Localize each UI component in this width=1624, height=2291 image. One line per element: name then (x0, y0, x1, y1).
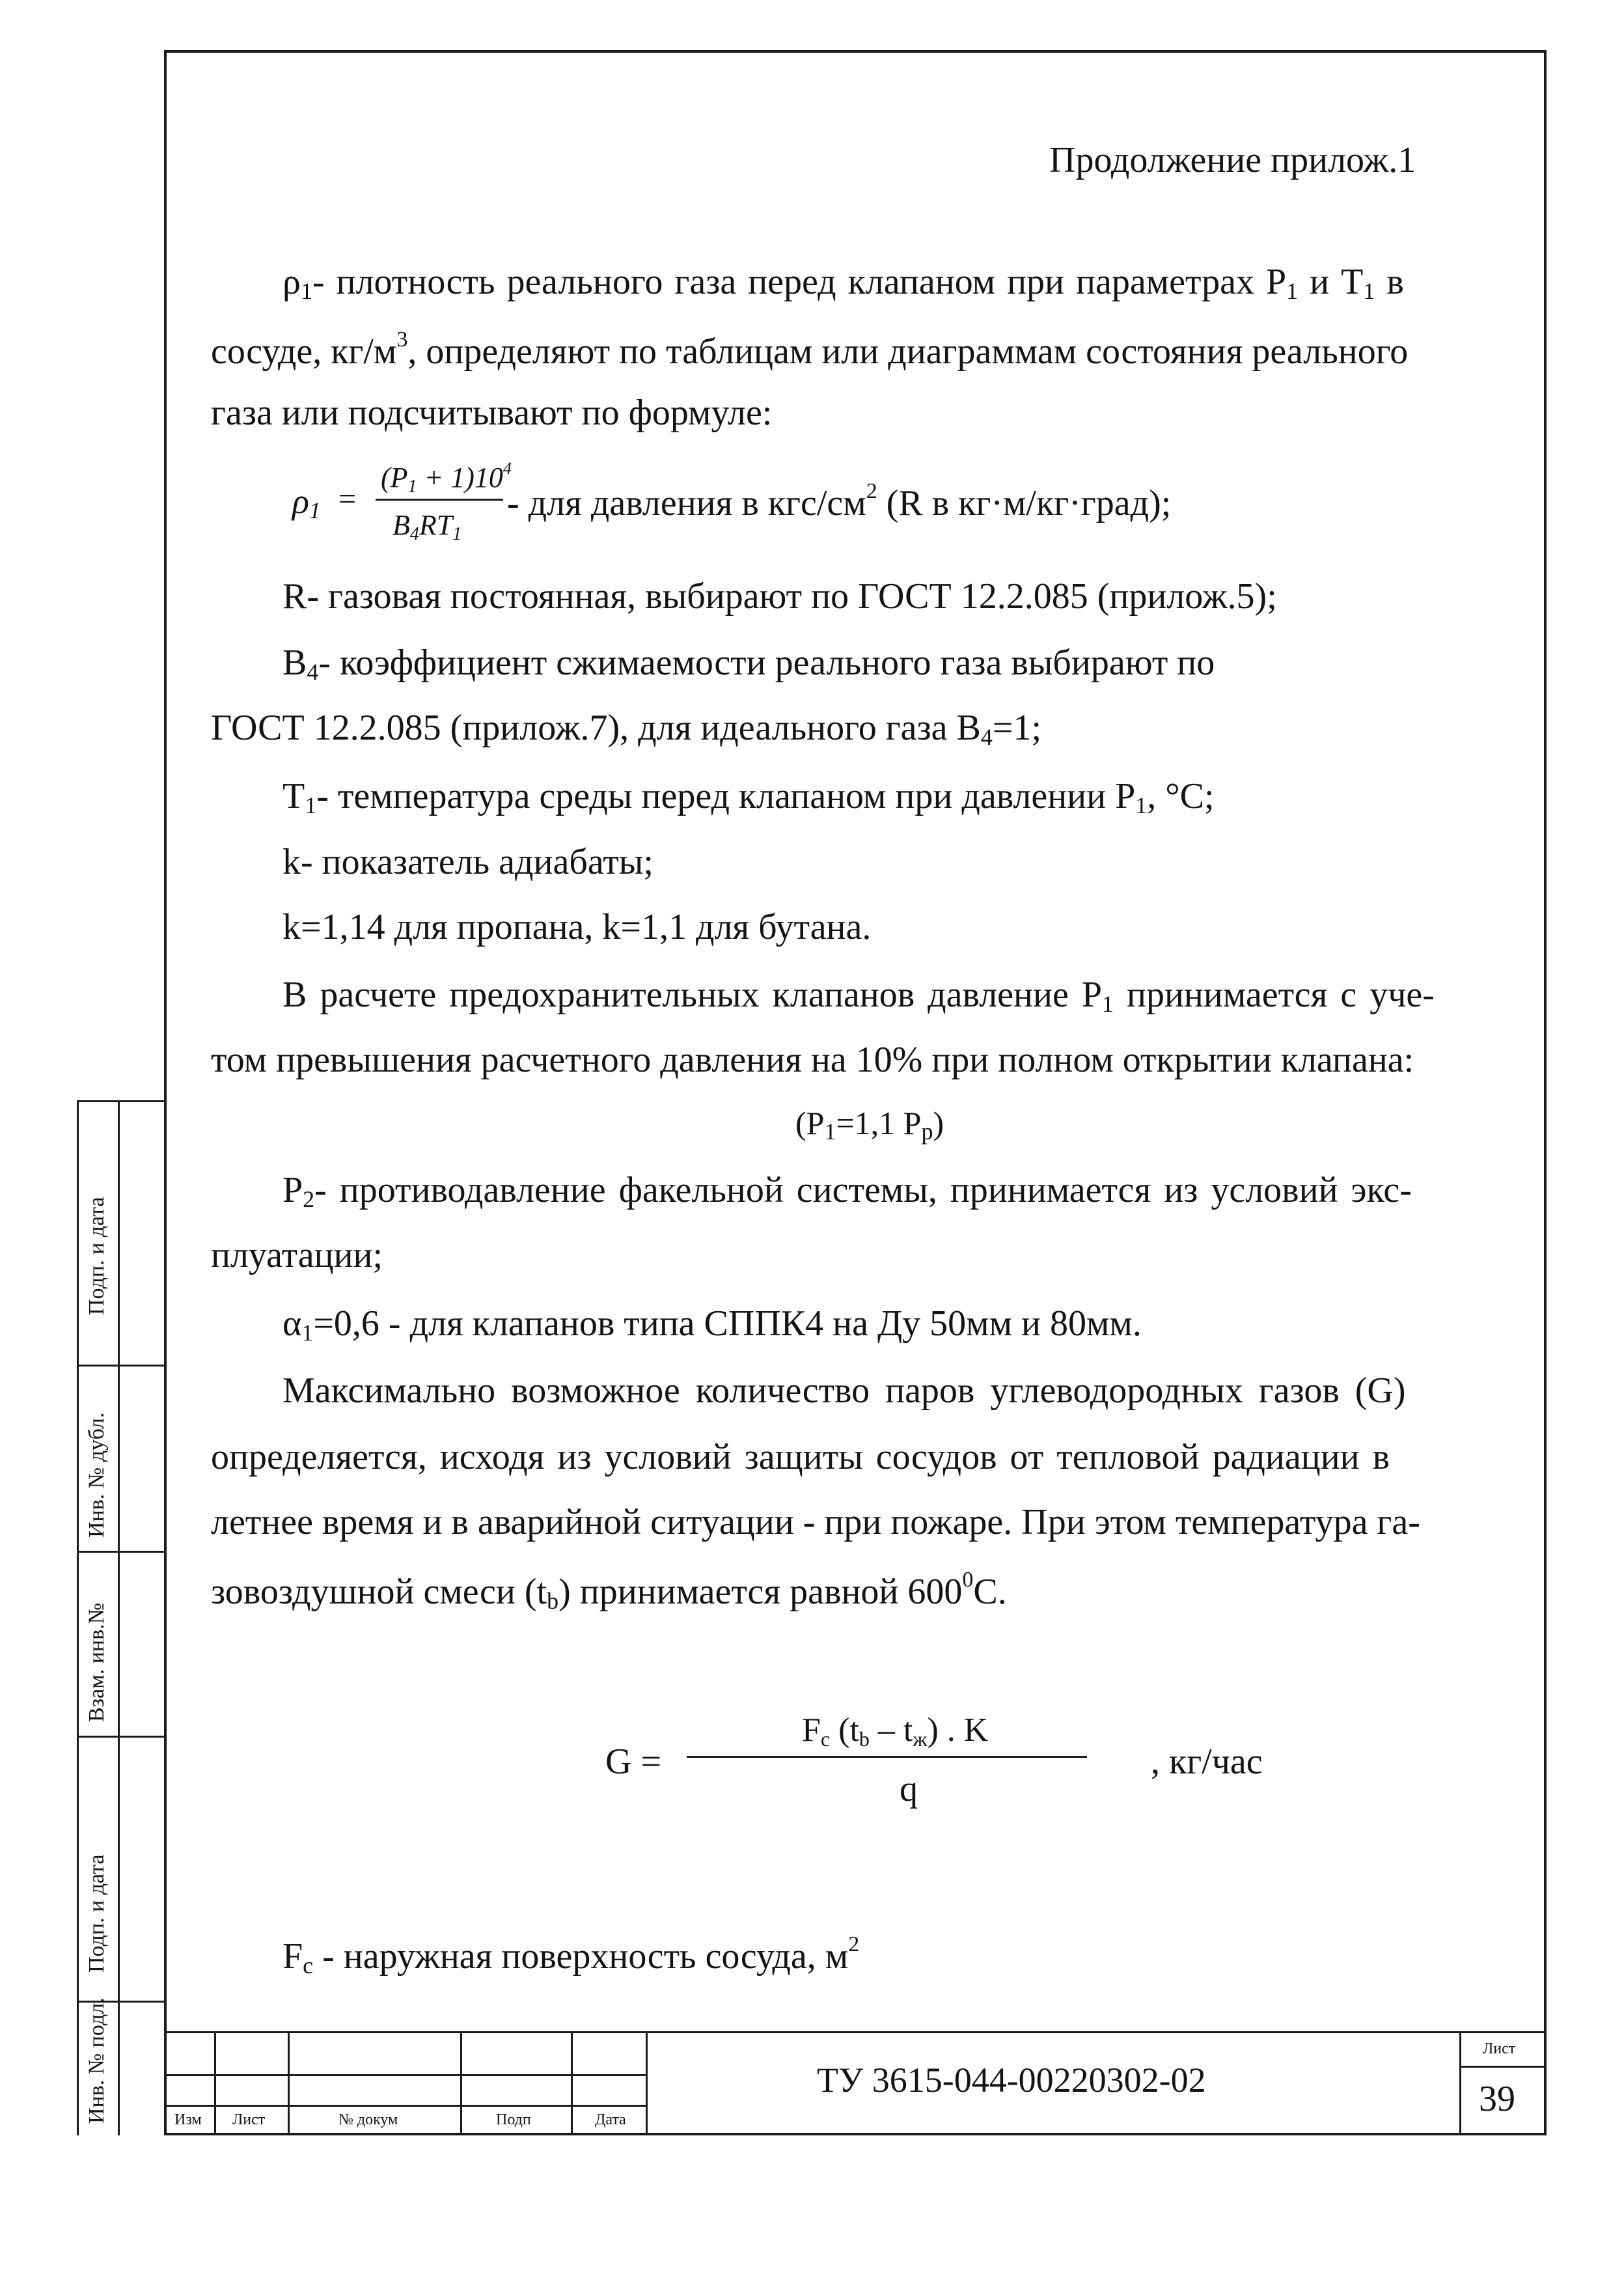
rho-definition-line3: газа или подсчитывают по формуле: (211, 393, 773, 433)
p2-definition-line2: плуатации; (211, 1235, 383, 1275)
r-definition: R- газовая постоянная, выбирают по ГОСТ 12.2.085 (прилож.5); (282, 576, 1277, 617)
b4-definition-line1: $B_4-$ коэффициент сжимаемости реального газа выбирают по (282, 643, 1215, 685)
p1-calc-line2: том превышения расчетного давления на 10% при полном открытии клапана: (211, 1040, 1414, 1080)
t1-definition: $T_1-$ температура среды перед клапаном при давлении $P_1$, °C; (282, 776, 1215, 818)
col-list: Лист (232, 2111, 266, 2128)
k-values: k=1,14 для пропана, k=1,1 для бутана. (282, 907, 872, 947)
side-label-dup-inv: Инв. № дубл. (85, 1412, 109, 1538)
g-paragraph-line3: летнее время и в аварийной ситуации - при пожаре. При этом температура га- (211, 1502, 1420, 1542)
rho-definition-line2: сосуде, $кг/м^3$, определяют по таблицам или диаграммам состояния реального (211, 327, 1409, 372)
p1-formula: ($P_1=1,1$ $P_р$) (795, 1105, 944, 1145)
p1-calc-line1: В расчете предохранительных клапанов давление $P_1$ принимается с уче- (282, 975, 1435, 1017)
col-doc-number: № докум (338, 2111, 398, 2128)
side-label-replace-inv: Взам. инв.№ (85, 1602, 109, 1722)
g-paragraph-line2: определяется, исходя из условий защиты сосудов от тепловой радиации в (211, 1437, 1390, 1477)
continuation-header: Продолжение прилож.1 (1049, 140, 1416, 180)
col-date: Дата (595, 2111, 626, 2128)
document-code: ТУ 3615-044-00220302-02 (817, 2061, 1206, 2100)
sheet-number: 39 (1479, 2079, 1515, 2119)
k-definition: k- показатель адиабаты; (282, 842, 654, 882)
p2-definition-line1: $P_2-$ противодавление факельной системы, принимается из условий экс- (282, 1170, 1412, 1212)
fc-definition: $F_c$ - наружная поверхность сосуда, $м^2$ (282, 1932, 860, 1979)
alpha-definition: $\alpha_1=0,6$ - для клапанов типа СППК4 на Ду 50мм и 80мм. (282, 1303, 1142, 1346)
g-paragraph-line1: Максимально возможное количество паров углеводородных газов (G) (282, 1370, 1406, 1411)
side-label-sign-date-1: Подп. и дата (85, 1197, 109, 1315)
col-sign: Подп (496, 2111, 531, 2128)
col-izm: Изм (174, 2111, 202, 2128)
side-label-orig-inv: Инв. № подл. (85, 1997, 109, 2124)
g-paragraph-line4: зовоздушной смеси $(t_b)$ принимается равной $600^0C$. (211, 1568, 1007, 1614)
rho-definition-line1: $\rho_1-$ плотность реального газа перед клапаном при параметрах $P_1$ и $T_1$ в (282, 262, 1404, 304)
sheet-label: Лист (1483, 2040, 1516, 2057)
side-label-sign-date-2: Подп. и дата (85, 1854, 109, 1973)
b4-definition-line2: ГОСТ 12.2.085 (прилож.7), для идеального газа $B_4=1$; (211, 708, 1042, 750)
